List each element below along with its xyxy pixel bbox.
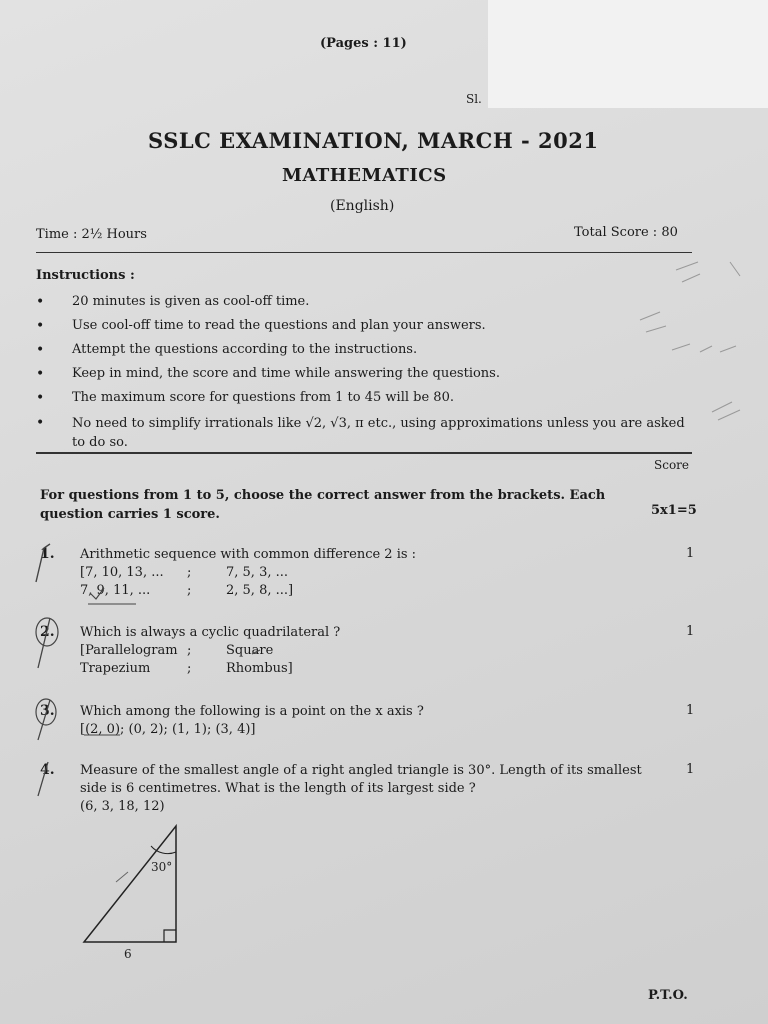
instruction-item: • 20 minutes is given as cool-off time. [36,294,310,310]
angle-label: 30° [151,860,173,874]
question-text: Which among the following is a point on the x axis ? [80,704,424,719]
question-number: 3. [40,703,55,719]
instruction-item: • The maximum score for questions from 1 to 45 will be 80. [36,390,454,406]
time-label: Time : 2½ Hours [36,227,147,242]
instructions-title: Instructions : [36,268,135,283]
tick-mark [38,700,50,740]
tick-mark [38,762,48,796]
option: [7, 10, 13, ... [80,565,164,580]
question-score: 1 [686,762,695,777]
question-score: 1 [686,624,695,639]
margin-scribble [640,312,666,332]
question-options: [(2, 0); (0, 2); (1, 1); (3, 4)] [80,722,256,737]
page-count: (Pages : 11) [320,36,407,51]
total-score-label: Total Score : 80 [574,225,678,240]
option-separator: ; [187,643,192,658]
option: 7, 9, 11, ... [80,583,151,598]
option: [Parallelogram [80,643,178,658]
exam-title: SSLC EXAMINATION, MARCH - 2021 [148,128,599,153]
subject-title: MATHEMATICS [282,165,447,186]
margin-scribble [712,402,740,420]
score-column-header: Score [654,458,690,472]
language-label: (English) [330,198,395,214]
instruction-item: • Attempt the questions according to the instructions. [36,342,418,358]
question-options: (6, 3, 18, 12) [80,799,165,814]
instruction-item: • Keep in mind, the score and time while answering the questions. [36,366,500,382]
option: 7, 5, 3, ... [226,565,289,580]
figure-scribble [116,872,128,882]
tick-mark [252,650,260,654]
question-text-line: Measure of the smallest angle of a right angled triangle is 30°. Length of its smallest [80,763,642,778]
question-text: Arithmetic sequence with common difference 2 is : [80,547,417,562]
tick-mark [36,544,50,582]
option: Rhombus] [226,661,293,676]
option-separator: ; [187,565,192,580]
option: Trapezium [80,661,151,676]
please-turn-over: P.T.O. [648,988,688,1003]
margin-scribble [672,344,736,352]
question-number: 2. [40,624,55,640]
section-instruction: For questions from 1 to 5, choose the correct answer from the brackets. Each question carries 1 score. [40,488,606,522]
option-separator: ; [187,583,192,598]
question-text-line: side is 6 centimetres. What is the length of its largest side ? [80,781,476,796]
question-number: 4. [40,762,55,778]
question-score: 1 [686,703,695,718]
section-marks: 5x1=5 [651,503,697,518]
instruction-item: • No need to simplify irrationals like √2, √3, π etc., using approximations unless you are asked to do so. [36,415,685,450]
question-number: 1. [40,546,55,562]
question-text: Which is always a cyclic quadrilateral ? [80,625,341,640]
option: Square [226,643,274,658]
margin-scribble [676,262,740,282]
question-score: 1 [686,546,695,561]
base-length-label: 6 [124,947,132,961]
tick-mark [90,588,104,599]
instruction-item: • Use cool-off time to read the questions and plan your answers. [36,318,486,334]
option: 2, 5, 8, ...] [226,583,294,598]
serial-label: Sl. [466,92,482,106]
option-separator: ; [187,661,192,676]
